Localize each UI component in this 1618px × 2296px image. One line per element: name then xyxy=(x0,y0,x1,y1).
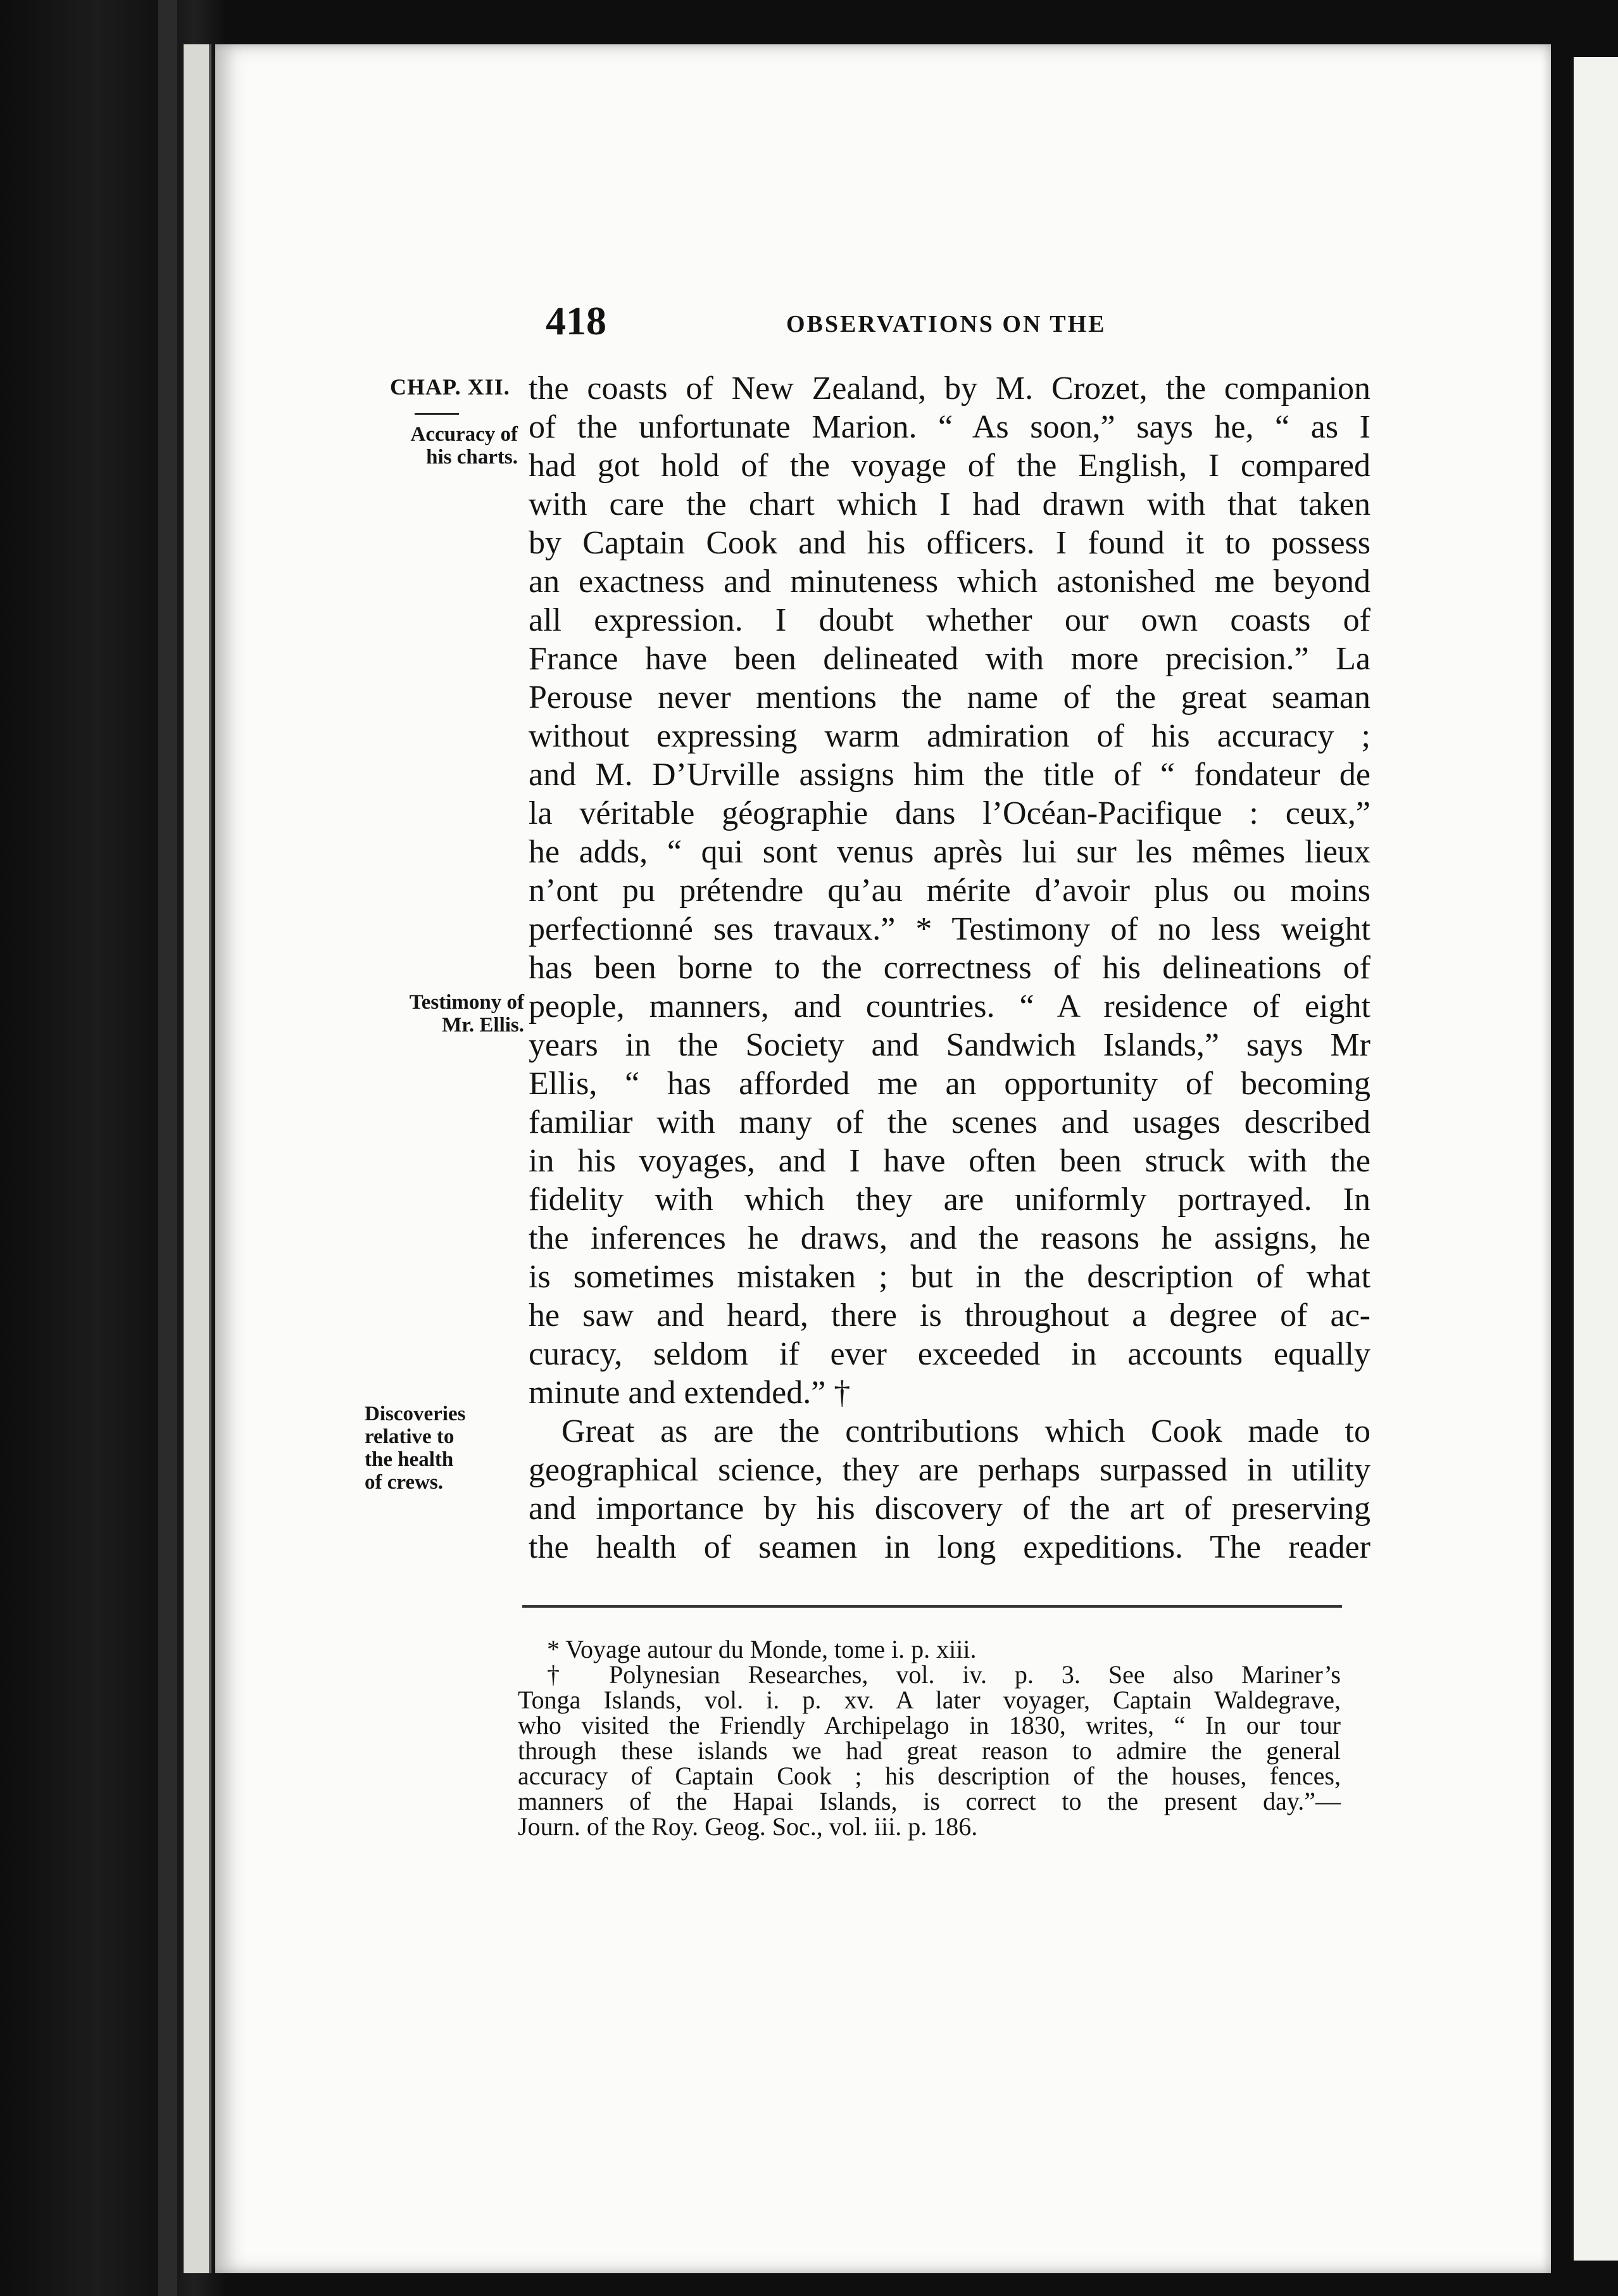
chapter-rule xyxy=(415,413,459,415)
text-line: he adds, “ qui sont venus après lui sur les mêmes lieux xyxy=(529,834,1370,870)
footnote-line: Tonga Islands, vol. i. p. xv. A later voyager, Captain Waldegrave, xyxy=(518,1686,1341,1714)
footnote-line: through these islands we had great reason to admire the general xyxy=(518,1736,1341,1765)
footnotes xyxy=(518,1637,1341,1839)
text-line: the inferences he draws, and the reasons he assigns, he xyxy=(529,1220,1370,1256)
facing-page-edge xyxy=(1570,57,1618,2261)
sidenote-line: Testimony of xyxy=(409,991,524,1014)
running-title: OBSERVATIONS ON THE xyxy=(786,311,1107,337)
text-line: without expressing warm admiration of his accuracy ; xyxy=(529,718,1370,754)
sidenote-line: the health xyxy=(365,1448,454,1471)
text-line: curacy, seldom if ever exceeded in accounts equally xyxy=(529,1336,1370,1372)
text-line: Ellis, “ has afforded me an opportunity of becoming xyxy=(529,1066,1370,1102)
footnote-rule xyxy=(522,1605,1342,1608)
page-gutter xyxy=(184,44,211,2273)
footnote-line: manners of the Hapai Islands, is correct to the present day.”— xyxy=(518,1787,1341,1815)
text-line: la véritable géographie dans l’Océan-Pacifique : ceux,” xyxy=(529,795,1370,831)
footnote-line: † Polynesian Researches, vol. iv. p. 3. See also Mariner’s xyxy=(547,1660,1341,1689)
text-line: all expression. I doubt whether our own coasts of xyxy=(529,602,1370,638)
text-line: has been borne to the correctness of his delineations of xyxy=(529,950,1370,986)
sidenote-line: of crews. xyxy=(365,1471,444,1494)
text-line: n’ont pu prétendre qu’au mérite d’avoir plus ou moins xyxy=(529,873,1370,909)
text-line: the coasts of New Zealand, by M. Crozet, the companion xyxy=(529,370,1370,407)
text-line: France have been delineated with more precision.” La xyxy=(529,641,1370,677)
text-line: the health of seamen in long expeditions. The reader xyxy=(529,1529,1370,1565)
text-line: and M. D’Urville assigns him the title of “ fondateur de xyxy=(529,757,1370,793)
sidenote-line: Accuracy of xyxy=(410,423,518,446)
text-line: with care the chart which I had drawn with that taken xyxy=(529,486,1370,522)
sidenote-testimony xyxy=(372,991,524,1037)
text-line: Great as are the contributions which Cook made to xyxy=(561,1413,1370,1449)
chapter-label: CHAP. XII. xyxy=(390,374,510,400)
text-line: had got hold of the voyage of the English, I compared xyxy=(529,448,1370,484)
running-head xyxy=(546,298,1179,348)
text-line: he saw and heard, there is throughout a degree of ac- xyxy=(529,1297,1370,1334)
sidenote-line: relative to xyxy=(365,1425,455,1448)
text-line: geographical science, they are perhaps surpassed in utility xyxy=(529,1452,1370,1488)
text-line: minute and extended.” † xyxy=(529,1375,851,1411)
text-line: people, manners, and countries. “ A residence of eight xyxy=(529,988,1370,1025)
book-spine xyxy=(158,0,177,2296)
sidenote-line: Mr. Ellis. xyxy=(442,1014,524,1037)
sidenote-discoveries xyxy=(365,1403,494,1494)
page-number: 418 xyxy=(546,298,606,343)
footnote-line: who visited the Friendly Archipelago in 1830, writes, “ In our tour xyxy=(518,1711,1341,1739)
footnote-line: Journ. of the Roy. Geog. Soc., vol. iii. p. 186. xyxy=(518,1812,978,1841)
text-line: fidelity with which they are uniformly portrayed. In xyxy=(529,1182,1370,1218)
text-line: familiar with many of the scenes and usages described xyxy=(529,1104,1370,1140)
text-line: perfectionné ses travaux.” * Testimony of no less weight xyxy=(529,911,1370,947)
sidenote-line: Discoveries xyxy=(365,1403,466,1425)
sidenote-line: his charts. xyxy=(426,446,518,469)
text-line: is sometimes mistaken ; but in the description of what xyxy=(529,1259,1370,1295)
text-line: an exactness and minuteness which astonished me beyond xyxy=(529,564,1370,600)
text-line: Perouse never mentions the name of the great seaman xyxy=(529,679,1370,716)
text-line: years in the Society and Sandwich Islands,” says Mr xyxy=(529,1027,1370,1063)
footnote-line: accuracy of Captain Cook ; his description of the houses, fences, xyxy=(518,1762,1341,1790)
text-line: in his voyages, and I have often been struck with the xyxy=(529,1143,1370,1179)
text-line: of the unfortunate Marion. “ As soon,” says he, “ as I xyxy=(529,409,1370,445)
text-line: and importance by his discovery of the art of preserving xyxy=(529,1491,1370,1527)
body-text xyxy=(529,369,1370,1567)
footnote-line: * Voyage autour du Monde, tome i. p. xiii. xyxy=(547,1635,977,1663)
sidenote-accuracy xyxy=(372,423,518,469)
text-line: by Captain Cook and his officers. I found it to possess xyxy=(529,525,1370,561)
